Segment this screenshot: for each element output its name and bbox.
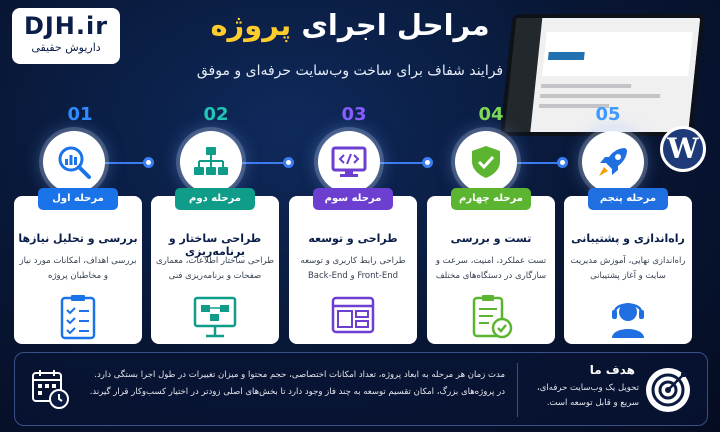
step-card-4 (427, 193, 555, 344)
step-title: راه‌اندازی و پشتیبانی (571, 232, 685, 245)
step-badge: مرحله اول (38, 188, 118, 210)
step-icon-circle (582, 131, 644, 193)
divider (517, 363, 518, 417)
step-card-2 (151, 193, 279, 344)
step-description: طراحی رابط کاربری و توسعه Front-End و Back-End (300, 256, 406, 281)
step-number: 04 (478, 104, 504, 125)
step-title: طراحی ساختار و برنامه‌ریزی (168, 232, 262, 258)
sitemap-icon (193, 144, 229, 180)
info-box (14, 352, 708, 426)
step-description: راه‌اندازی نهایی، آموزش مدیریت سایت و آغاز پشتیبانی (570, 256, 686, 281)
calendar-clock-icon (31, 367, 71, 411)
title-highlight: پروژه (210, 8, 292, 42)
note-line: در پروژه‌های بزرگ، امکان تقسیم توسعه به چند فاز وجود دارد تا بخش‌های اصلی زودتر در اختیار کسب‌وکار قرار گیرند. (89, 387, 505, 397)
duration-note (75, 367, 505, 401)
timeline-dot (422, 157, 433, 168)
step-badge: مرحله دوم (175, 188, 255, 210)
step-title: تست و بررسی (450, 232, 532, 245)
support-headset-icon (604, 292, 652, 340)
step-badge: مرحله چهارم (451, 188, 531, 210)
step-icon-circle (455, 131, 517, 193)
connector-line (515, 162, 563, 164)
step-icon-circle (318, 131, 380, 193)
wordpress-logo-icon: W (660, 126, 706, 172)
step-badge: مرحله سوم (313, 188, 393, 210)
checklist-clipboard-icon (54, 292, 102, 340)
shield-check-icon (468, 144, 504, 180)
step-title: طراحی و توسعه (308, 232, 398, 245)
step-card-1 (14, 193, 142, 344)
step-number: 03 (341, 104, 367, 125)
page-title (200, 8, 500, 42)
step-title: بررسی و تحلیل نیازها (18, 232, 138, 245)
brand-name: DJH.ir (23, 12, 109, 40)
title-main: مراحل اجرای (301, 8, 490, 42)
timeline-dot (283, 157, 294, 168)
step-number: 02 (203, 104, 229, 125)
step-badge: مرحله پنجم (588, 188, 668, 210)
goal-description: تحویل یک وب‌سایت حرفه‌ای، سریع و قابل توسعه است. (537, 383, 639, 408)
step-description: تست عملکرد، امنیت، سرعت و سازگاری در دستگاه‌های مختلف (435, 256, 547, 281)
dashboard-line (540, 94, 660, 98)
step-icon-circle (180, 131, 242, 193)
analytics-search-icon (56, 144, 92, 180)
timeline-dot (557, 157, 568, 168)
dashboard-line (541, 84, 631, 88)
clipboard-check-icon (467, 292, 515, 340)
brand-owner: داریوش حقیقی (31, 41, 101, 54)
rocket-icon (595, 144, 631, 180)
step-card-5 (564, 193, 692, 344)
brand-logo (12, 8, 120, 64)
timeline-dot (143, 157, 154, 168)
presentation-board-icon (191, 292, 239, 340)
step-icon-circle (43, 131, 105, 193)
code-monitor-icon (331, 144, 367, 180)
step-number: 01 (67, 104, 93, 125)
step-card-3 (289, 193, 417, 344)
note-line: مدت زمان هر مرحله به ابعاد پروژه، تعداد امکانات اختصاصی، حجم محتوا و میزان تغییرات در طول اجرا بستگی دارد. (94, 370, 505, 380)
step-number: 05 (595, 104, 621, 125)
step-description: طراحی ساختار اطلاعات، معماری صفحات و برنامه‌ریزی فنی (155, 256, 274, 281)
page-subtitle: فرایند شفاف برای ساخت وب‌سایت حرفه‌ای و موفق (196, 63, 504, 79)
goal-title: هدف ما (589, 363, 635, 377)
target-icon (643, 365, 693, 415)
connector-line (378, 162, 428, 164)
dashboard-button-shape (548, 52, 585, 60)
web-layout-icon (329, 292, 377, 340)
step-description: بررسی اهداف، امکانات مورد نیاز و مخاطبان پروژه (19, 256, 137, 281)
